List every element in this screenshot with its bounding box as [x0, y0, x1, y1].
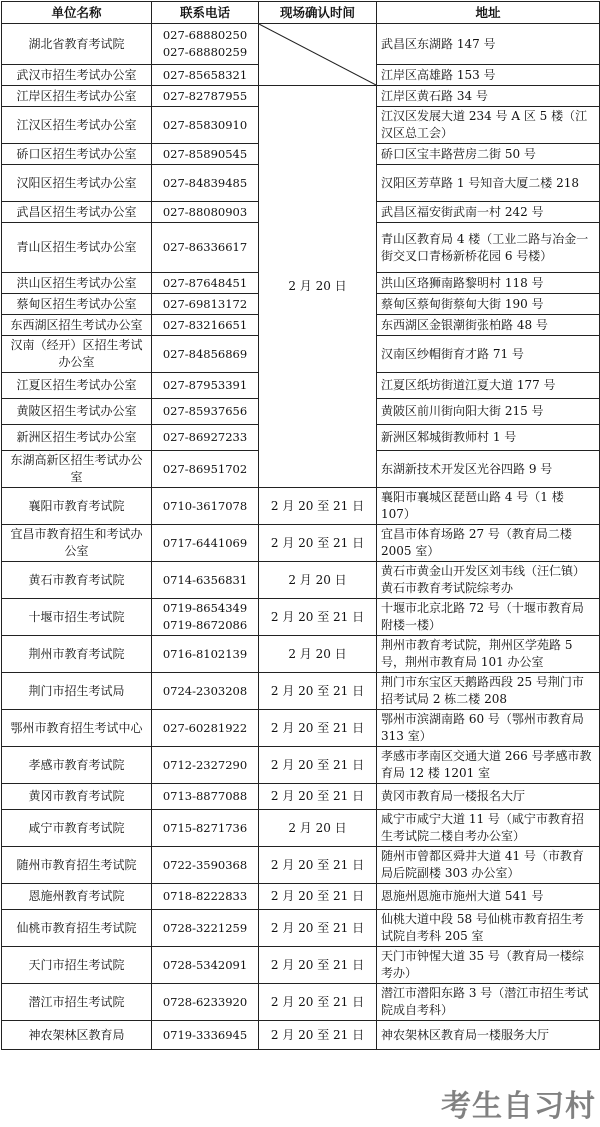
phone-cell: 027-84856869: [152, 336, 259, 373]
address-cell: 黄冈市教育局一楼报名大厅: [377, 784, 600, 810]
address-cell: 孝感市孝南区交通大道 266 号孝感市教育局 12 楼 1201 室: [377, 747, 600, 784]
unit-name-cell: 荆州市教育考试院: [2, 636, 152, 673]
phone-cell: 027-86927233: [152, 425, 259, 451]
table-row: [2, 488, 600, 525]
header-time: 现场确认时间: [259, 2, 377, 24]
table-row: [2, 747, 600, 784]
unit-name-cell: 江夏区招生考试办公室: [2, 373, 152, 399]
confirm-time-cell: 2 月 20 至 21 日: [259, 710, 377, 747]
table-row: [2, 86, 600, 107]
address-cell: 汉阳区芳草路 1 号知音大厦二楼 218: [377, 165, 600, 202]
header-address: 地址: [377, 2, 600, 24]
phone-cell: 027-60281922: [152, 710, 259, 747]
confirm-time-cell: 2 月 20 至 21 日: [259, 884, 377, 910]
phone-cell: 027-68880250 027-68880259: [152, 24, 259, 65]
confirm-time-cell: 2 月 20 至 21 日: [259, 910, 377, 947]
unit-name-cell: 青山区招生考试办公室: [2, 223, 152, 273]
address-cell: 青山区教育局 4 楼（工业二路与冶金一街交叉口青杨新桥花园 6 号楼）: [377, 223, 600, 273]
phone-cell: 0713-8877088: [152, 784, 259, 810]
phone-cell: 027-85658321: [152, 65, 259, 86]
header-unit: 单位名称: [2, 2, 152, 24]
address-cell: 十堰市北京北路 72 号（十堰市教育局附楼一楼）: [377, 599, 600, 636]
address-cell: 潜江市潜阳东路 3 号（潜江市招生考试院成自考科）: [377, 984, 600, 1021]
unit-name-cell: 十堰市招生考试院: [2, 599, 152, 636]
confirmation-table: [1, 1, 600, 1050]
table-row: [2, 24, 600, 65]
unit-name-cell: 湖北省教育考试院: [2, 24, 152, 65]
address-cell: 蔡甸区蔡甸街蔡甸大街 190 号: [377, 294, 600, 315]
address-cell: 江夏区纸坊街道江夏大道 177 号: [377, 373, 600, 399]
phone-cell: 027-82787955: [152, 86, 259, 107]
watermark: 考生自习村: [441, 1089, 596, 1124]
confirm-time-cell: 2 月 20 至 21 日: [259, 847, 377, 884]
unit-name-cell: 东西湖区招生考试办公室: [2, 315, 152, 336]
address-cell: 武昌区福安街武南一村 242 号: [377, 202, 600, 223]
phone-cell: 0718-8222833: [152, 884, 259, 910]
unit-name-cell: 东湖高新区招生考试办公室: [2, 451, 152, 488]
confirm-time-cell: 2 月 20 至 21 日: [259, 488, 377, 525]
address-cell: 恩施州恩施市施州大道 541 号: [377, 884, 600, 910]
address-cell: 咸宁市咸宁大道 11 号（咸宁市教育招生考试院二楼自考办公室）: [377, 810, 600, 847]
table-row: [2, 847, 600, 884]
phone-cell: 027-87953391: [152, 373, 259, 399]
confirm-time-cell: 2 月 20 日: [259, 810, 377, 847]
confirm-time-cell: 2 月 20 日: [259, 562, 377, 599]
confirm-time-cell: 2 月 20 至 21 日: [259, 673, 377, 710]
unit-name-cell: 黄石市教育考试院: [2, 562, 152, 599]
unit-name-cell: 潜江市招生考试院: [2, 984, 152, 1021]
address-cell: 仙桃大道中段 58 号仙桃市教育招生考试院自考科 205 室: [377, 910, 600, 947]
phone-cell: 0715-8271736: [152, 810, 259, 847]
unit-name-cell: 襄阳市教育考试院: [2, 488, 152, 525]
confirm-time-cell: 2 月 20 至 21 日: [259, 599, 377, 636]
address-cell: 宜昌市体育场路 27 号（教育局二楼 2005 室）: [377, 525, 600, 562]
unit-name-cell: 恩施州教育考试院: [2, 884, 152, 910]
address-cell: 硚口区宝丰路营房二街 50 号: [377, 144, 600, 165]
phone-cell: 0724-2303208: [152, 673, 259, 710]
unit-name-cell: 江汉区招生考试办公室: [2, 107, 152, 144]
unit-name-cell: 武汉市招生考试办公室: [2, 65, 152, 86]
address-cell: 汉南区纱帽街育才路 71 号: [377, 336, 600, 373]
unit-name-cell: 荆门市招生考试局: [2, 673, 152, 710]
address-cell: 鄂州市滨湖南路 60 号（鄂州市教育局 313 室）: [377, 710, 600, 747]
phone-cell: 027-85937656: [152, 399, 259, 425]
phone-cell: 027-86951702: [152, 451, 259, 488]
table-row: [2, 636, 600, 673]
address-cell: 江汉区发展大道 234 号 A 区 5 楼（江汉区总工会）: [377, 107, 600, 144]
phone-cell: 0728-5342091: [152, 947, 259, 984]
confirm-time-cell: 2 月 20 至 21 日: [259, 784, 377, 810]
table-row: [2, 599, 600, 636]
address-cell: 随州市曾都区舜井大道 41 号（市教育局后院副楼 303 办公室）: [377, 847, 600, 884]
phone-cell: 0728-3221259: [152, 910, 259, 947]
address-cell: 东湖新技术开发区光谷四路 9 号: [377, 451, 600, 488]
unit-name-cell: 宜昌市教育招生和考试办公室: [2, 525, 152, 562]
phone-cell: 027-69813172: [152, 294, 259, 315]
phone-cell: 0722-3590368: [152, 847, 259, 884]
phone-cell: 027-86336617: [152, 223, 259, 273]
address-cell: 神农架林区教育局一楼服务大厅: [377, 1021, 600, 1050]
confirm-time-cell: 2 月 20 至 21 日: [259, 525, 377, 562]
table-row: [2, 784, 600, 810]
phone-cell: 0712-2327290: [152, 747, 259, 784]
phone-cell: 027-83216651: [152, 315, 259, 336]
table-row: [2, 710, 600, 747]
table-row: [2, 884, 600, 910]
unit-name-cell: 硚口区招生考试办公室: [2, 144, 152, 165]
address-cell: 襄阳市襄城区琵琶山路 4 号（1 楼 107）: [377, 488, 600, 525]
unit-name-cell: 新洲区招生考试办公室: [2, 425, 152, 451]
unit-name-cell: 蔡甸区招生考试办公室: [2, 294, 152, 315]
table-row: [2, 673, 600, 710]
confirm-time-cell: 2 月 20 至 21 日: [259, 1021, 377, 1050]
unit-name-cell: 汉阳区招生考试办公室: [2, 165, 152, 202]
unit-name-cell: 仙桃市教育招生考试院: [2, 910, 152, 947]
address-cell: 黄陂区前川街向阳大街 215 号: [377, 399, 600, 425]
table-row: [2, 810, 600, 847]
table-row: [2, 525, 600, 562]
phone-cell: 0728-6233920: [152, 984, 259, 1021]
unit-name-cell: 鄂州市教育招生考试中心: [2, 710, 152, 747]
unit-name-cell: 黄陂区招生考试办公室: [2, 399, 152, 425]
address-cell: 江岸区高雄路 153 号: [377, 65, 600, 86]
phone-cell: 0710-3617078: [152, 488, 259, 525]
address-cell: 武昌区东湖路 147 号: [377, 24, 600, 65]
unit-name-cell: 江岸区招生考试办公室: [2, 86, 152, 107]
confirm-time-cell: 2 月 20 至 21 日: [259, 984, 377, 1021]
phone-cell: 0716-8102139: [152, 636, 259, 673]
phone-cell: 0714-6356831: [152, 562, 259, 599]
address-cell: 荆门市东宝区天鹅路西段 25 号荆门市招考试局 2 栋二楼 208: [377, 673, 600, 710]
table-row: [2, 947, 600, 984]
address-cell: 新洲区邾城街教师村 1 号: [377, 425, 600, 451]
phone-cell: 027-87648451: [152, 273, 259, 294]
confirm-time-cell: 2 月 20 日: [259, 636, 377, 673]
phone-cell: 027-84839485: [152, 165, 259, 202]
confirm-time-cell: 2 月 20 至 21 日: [259, 947, 377, 984]
phone-cell: 0719-8654349 0719-8672086: [152, 599, 259, 636]
unit-name-cell: 洪山区招生考试办公室: [2, 273, 152, 294]
unit-name-cell: 神农架林区教育局: [2, 1021, 152, 1050]
address-cell: 天门市钟惺大道 35 号（教育局一楼综考办）: [377, 947, 600, 984]
header-phone: 联系电话: [152, 2, 259, 24]
unit-name-cell: 随州市教育招生考试院: [2, 847, 152, 884]
address-cell: 江岸区黄石路 34 号: [377, 86, 600, 107]
address-cell: 黄石市黄金山开发区刘韦线（汪仁镇）黄石市教育考试院综考办: [377, 562, 600, 599]
unit-name-cell: 孝感市教育考试院: [2, 747, 152, 784]
table-row: [2, 1021, 600, 1050]
unit-name-cell: 黄冈市教育考试院: [2, 784, 152, 810]
table-row: [2, 910, 600, 947]
empty-diagonal-cell: [259, 24, 377, 86]
table-row: [2, 562, 600, 599]
address-cell: 东西湖区金银潮街张柏路 48 号: [377, 315, 600, 336]
confirm-time-cell: 2 月 20 至 21 日: [259, 747, 377, 784]
phone-cell: 027-85890545: [152, 144, 259, 165]
phone-cell: 0719-3336945: [152, 1021, 259, 1050]
unit-name-cell: 咸宁市教育考试院: [2, 810, 152, 847]
table-row: [2, 984, 600, 1021]
phone-cell: 0717-6441069: [152, 525, 259, 562]
unit-name-cell: 武昌区招生考试办公室: [2, 202, 152, 223]
unit-name-cell: 汉南（经开）区招生考试办公室: [2, 336, 152, 373]
unit-name-cell: 天门市招生考试院: [2, 947, 152, 984]
phone-cell: 027-88080903: [152, 202, 259, 223]
phone-cell: 027-85830910: [152, 107, 259, 144]
confirm-time-cell: 2 月 20 日: [259, 86, 377, 488]
address-cell: 洪山区珞狮南路黎明村 118 号: [377, 273, 600, 294]
address-cell: 荆州市教育考试院，荆州区学苑路 5 号，荆州市教育局 101 办公室: [377, 636, 600, 673]
